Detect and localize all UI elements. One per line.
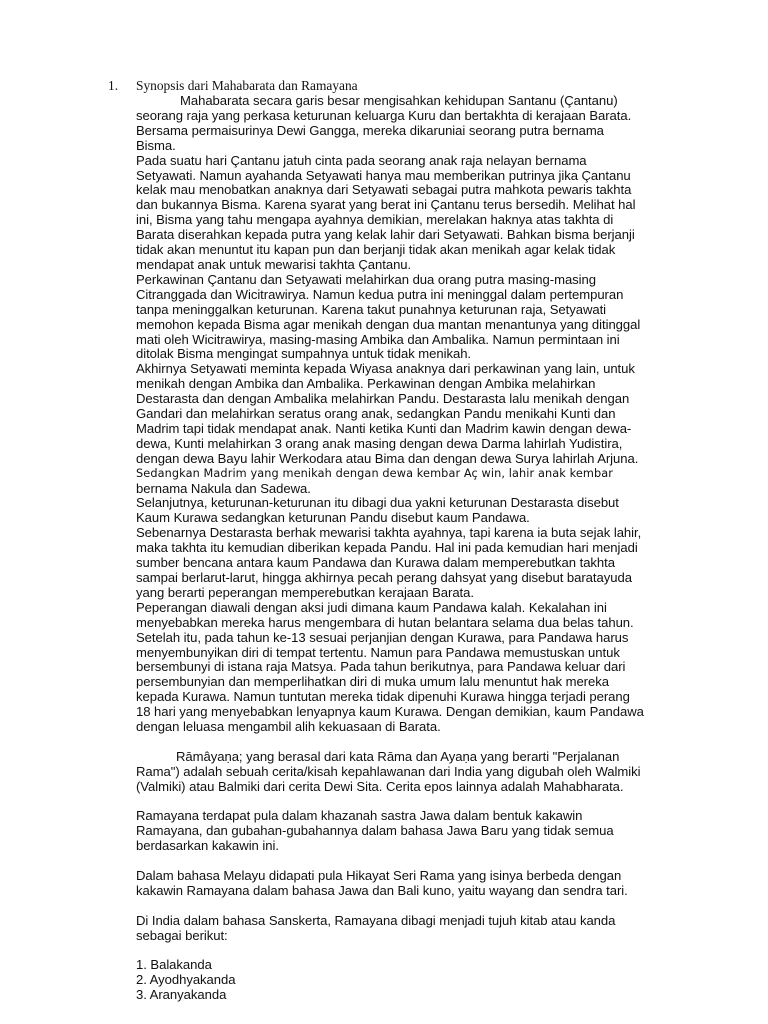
paragraph-gap [136,795,656,810]
text-line: dengan dewa Bayu lahir Werkodara atau Bima dan dengan dewa Surya lahirlah Arjuna. [136,450,639,466]
text-line: Perkawinan Çantanu dan Setyawati melahirkan dua orang putra masing-masing [136,271,596,287]
paragraph-gap [136,944,656,959]
text-line: Bersama permaisurinya Dewi Gangga, mereka dikaruniai seorang putra bernama [136,122,604,138]
section-number: 1. [108,78,119,93]
text-line: tidak akan menuntut itu kapan pun dan berjanji tidak akan menikah agar kelak tidak [136,242,616,258]
text-line: berdasarkan kakawin ini. [136,838,279,854]
text-line: Setelah itu, pada tahun ke-13 sesuai perjanjian dengan Kurawa, para Pandawa harus [136,629,629,645]
text-line: Ramayana, dan gubahan-gubahannya dalam bahasa Jawa Baru yang tidak semua [136,823,614,839]
text-line: sumber bencana antara kaum Pandawa dan Kurawa dalam memperebutkan takhta [136,555,615,571]
text-line: Sedangkan Madrim yang menikah dengan dewa kembar Aç win, lahir anak kembar [136,466,614,480]
text-line: Gandari dan melahirkan seratus orang anak, sedangkan Pandu menikahi Kunti dan [136,406,616,422]
text-line: kelak mau menobatkan anaknya dari Setyawati sebagai putra mahkota pewaris takhta [136,182,632,198]
section-heading [108,78,358,94]
text-line: seorang raja yang perkasa keturunan keluarga Kuru dan bertakhta di kerajaan Barata. [136,107,632,123]
text-line: 18 hari yang menyebabkan lenyapnya kaum Kurawa. Dengan demikian, kaum Pandawa [136,704,644,720]
text-line: yang berarti peperangan memperebutkan kerajaan Barata. [136,584,474,600]
paragraph-gap [136,854,656,869]
text-line: Kaum Kurawa sedangkan keturunan Pandu disebut kaum Pandawa. [136,510,530,526]
text-line: Destarasta dan dengan Ambalika melahirkan Pandu. Destarasta lalu menikah dengan [136,391,630,407]
text-line: menyebabkan mereka harus mengembara di hutan belantara selama dua belas tahun. [136,614,634,630]
text-line: mati oleh Wicitrawirya, masing-masing Ambika dan Ambalika. Namun permintaan ini [136,331,620,347]
paragraph-gap [136,899,656,914]
text-line: dan bukannya Bisma. Karena syarat yang berat ini Çantanu terus bersedih. Melihat hal [136,197,636,213]
text-line: mendapat anak untuk mewarisi takhta Çantanu. [136,256,412,272]
text-line: Selanjutnya, keturunan-keturunan itu dibagi dua yakni keturunan Destarasta disebut [136,495,619,511]
body-text [136,94,656,1003]
text-line: 1. Balakanda [136,957,212,973]
text-line: Mahabarata secara garis besar mengisahkan kehidupan Santanu (Çantanu) [180,93,618,108]
text-line: persembunyian dan memperlihatkan diri di muka umum lalu menuntut hak mereka [136,674,609,690]
text-line: menikah dengan Ambika dan Ambalika. Perkawinan dengan Ambika melahirkan [136,376,596,392]
text-line: 2. Ayodhyakanda [136,972,236,988]
text-line: Barata diserahkan kepada putra yang kelak lahir dari Setyawati. Bahkan bisma berjanji [136,227,635,243]
text-line: Peperangan diawali dengan aksi judi dimana kaum Pandawa kalah. Kekalahan ini [136,599,607,615]
text-line: Di India dalam bahasa Sanskerta, Ramayana dibagi menjadi tujuh kitab atau kanda [136,912,616,928]
text-line: Setyawati. Namun ayahanda Setyawati hanya mau memberikan putrinya jika Çantanu [136,167,631,183]
text-line: (Valmiki) atau Balmiki dari cerita Dewi Sita. Cerita epos lainnya adalah Mahabharata. [136,778,624,794]
text-line: memohon kepada Bisma agar menikah dengan dua mantan menantunya yang ditinggal [136,316,641,332]
text-line: Dalam bahasa Melayu didapati pula Hikayat Seri Rama yang isinya berbeda dengan [136,868,622,884]
text-line: kepada Kurawa. Namun tuntutan mereka tidak dipenuhi Kurawa hingga terjadi perang [136,689,630,705]
section-title: Synopsis dari Mahabarata dan Ramayana [136,78,358,93]
text-line: Ramayana terdapat pula dalam khazanah sastra Jawa dalam bentuk kakawin [136,808,583,824]
text-line: Bisma. [136,137,176,153]
text-line: tanpa meninggalkan keturunan. Karena takut punahnya keturunan raja, Setyawati [136,301,607,317]
text-line: 3. Aranyakanda [136,987,227,1003]
text-line: Pada suatu hari Çantanu jatuh cinta pada seorang anak raja nelayan bernama [136,152,587,168]
text-line: dewa, Kunti melahirkan 3 orang anak masing dengan dewa Darma lahirlah Yudistira, [136,435,623,451]
text-line: ini, Bisma yang tahu mengapa ayahnya demikian, merelakan haknya atas takhta di [136,212,614,228]
text-line: Akhirnya Setyawati meminta kepada Wiyasa anaknya dari perkawinan yang lain, untuk [136,361,635,377]
text-line: dengan leluasa mengambil alih kekuasaan di Barata. [136,719,441,735]
text-line: menyembunyikan diri di tempat tertentu. Namun para Pandawa memustuskan untuk [136,644,620,660]
text-line: kakawin Ramayana dalam bahasa Jawa dan Bali kuno, yaitu wayang dan sendra tari. [136,882,628,898]
text-line: ditolak Bisma mengingat sumpahnya untuk tidak menikah. [136,346,472,362]
text-line: Madrim tapi tidak mendapat anak. Nanti ketika Kunti dan Madrim kawin dengan dewa- [136,420,632,436]
paragraph-gap [136,735,656,750]
text-line: sebagai berikut: [136,927,228,943]
text-line: bernama Nakula dan Sadewa. [136,480,311,496]
text-line: maka takhta itu kemudian diberikan kepada Pandu. Hal ini pada kemudian hari menjadi [136,540,638,556]
text-line: Rāmâyaṇa; yang berasal dari kata Rāma dan Ayaṇa yang berarti "Perjalanan [176,748,620,764]
text-line: bersembunyi di istana raja Matsya. Pada tahun berikutnya, para Pandawa keluar dari [136,659,626,675]
text-line: sampai berlarut-larut, hingga akhirnya pecah perang dahsyat yang disebut baratayuda [136,570,632,585]
text-line: Rama") adalah sebuah cerita/kisah kepahlawanan dari India yang digubah oleh Walmiki [136,763,641,779]
text-line: Citranggada dan Wicitrawirya. Namun kedua putra ini meninggal dalam pertempuran [136,286,624,302]
text-line: Sebenarnya Destarasta berhak mewarisi takhta ayahnya, tapi karena ia buta sejak lahir, [136,525,642,541]
